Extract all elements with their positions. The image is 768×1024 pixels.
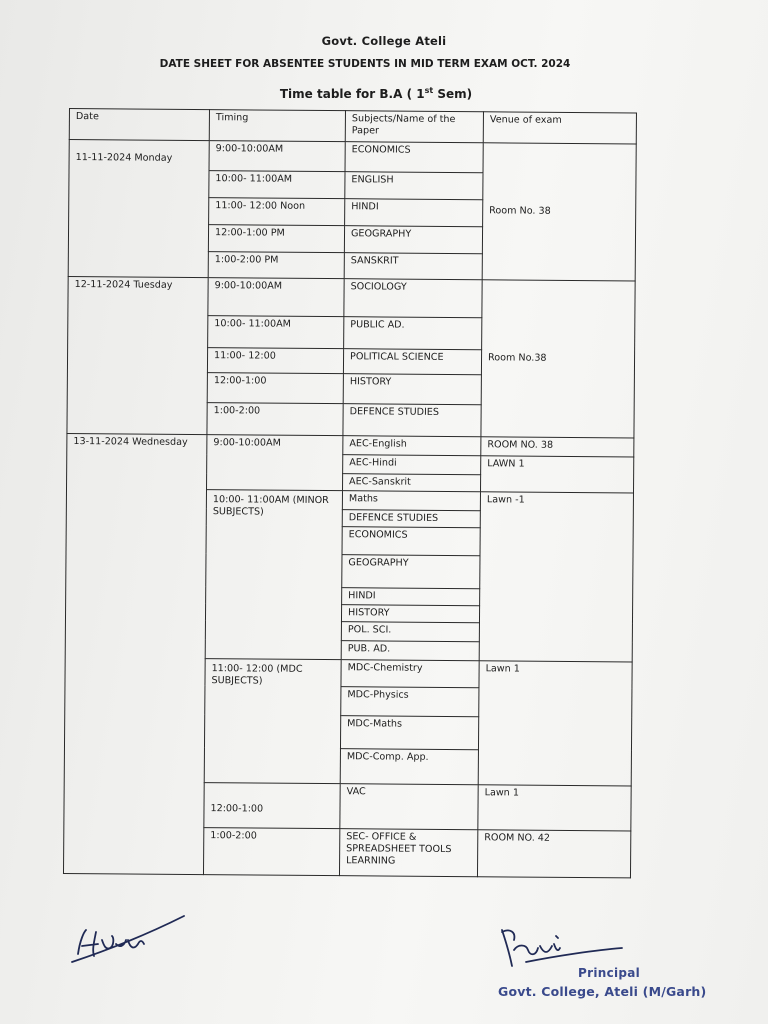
subject-cell: GEOGRAPHY (344, 226, 482, 254)
timing-cell: 9:00-10:00AM (207, 435, 343, 491)
venue-cell: Lawn -1 (479, 492, 633, 662)
timing-cell: 1:00-2:00 (207, 403, 343, 436)
subject-cell: DEFENCE STUDIES (342, 510, 480, 528)
date-cell: 12-11-2024 Tuesday (67, 276, 208, 434)
subject-cell: POL. SCI. (341, 622, 479, 642)
timing-cell: 9:00-10:00AM (209, 141, 345, 172)
subject-cell: VAC (340, 784, 478, 830)
timing-cell: 1:00-2:00 (203, 828, 339, 876)
date-sheet-table (63, 108, 637, 878)
subject-cell: GEOGRAPHY (342, 555, 480, 589)
column-header-date: Date (69, 109, 209, 141)
date-sheet-title: DATE SHEET FOR ABSENTEE STUDENTS IN MID TERM EXAM OCT. 2024 (159, 58, 571, 70)
principal-college-stamp: Govt. College, Ateli (M/Garh) (498, 984, 707, 999)
subject-cell: MDC-Comp. App. (340, 749, 478, 785)
date-cell: 13-11-2024 Wednesday (63, 433, 206, 874)
table-row (69, 140, 636, 174)
subject-cell: MDC-Maths (340, 716, 478, 750)
table-row (68, 276, 635, 318)
date-cell: 11-11-2024 Monday (68, 140, 209, 278)
subject-cell: HINDI (345, 199, 483, 227)
venue-cell: LAWN 1 (480, 456, 633, 493)
timing-cell: 10:00- 11:00AM (209, 171, 345, 199)
column-header-timing: Timing (209, 110, 345, 142)
subject-cell: MDC-Physics (341, 687, 479, 717)
subject-cell: ECONOMICS (345, 142, 483, 173)
principal-label: Principal (578, 966, 641, 980)
time-table-subtitle: Time table for B.A ( 1st Sem) (279, 86, 473, 101)
timing-cell: 12:00-1:00 PM (208, 225, 344, 253)
timing-cell: 9:00-10:00AM (208, 278, 344, 317)
subject-cell: AEC-English (343, 436, 481, 456)
subject-cell: SEC- OFFICE & SPREADSHEET TOOLS LEARNING (339, 829, 477, 877)
timing-cell: 11:00- 12:00 (MDC SUBJECTS) (204, 659, 341, 784)
subject-cell: HISTORY (341, 605, 479, 623)
timing-cell: 11:00- 12:00 Noon (209, 198, 345, 226)
subject-cell: ENGLISH (345, 172, 483, 200)
table-header-row (69, 109, 636, 144)
subject-cell: AEC-Sanskrit (343, 474, 481, 492)
college-name: Govt. College Ateli (321, 34, 447, 48)
timing-cell: 10:00- 11:00AM (MINOR SUBJECTS) (205, 490, 342, 660)
venue-cell: Lawn 1 (478, 661, 632, 786)
venue-cell: ROOM NO. 38 (481, 437, 634, 457)
subject-cell: ECONOMICS (342, 527, 480, 556)
timing-cell: 12:00-1:00 (207, 373, 343, 404)
venue-cell: ROOM NO. 42 (477, 830, 630, 878)
subject-cell: HINDI (342, 588, 480, 606)
subject-cell: MDC-Chemistry (341, 660, 479, 688)
timing-cell: 1:00-2:00 PM (208, 252, 344, 279)
venue-cell: Room No.38 (481, 280, 635, 438)
timing-cell: 11:00- 12:00 (207, 348, 343, 374)
timing-cell: 12:00-1:00 (204, 783, 340, 829)
column-header-subjects: Subjects/Name of the Paper (345, 111, 483, 143)
subject-cell: DEFENCE STUDIES (343, 404, 481, 437)
subject-cell: PUBLIC AD. (344, 317, 482, 350)
right-signature (496, 922, 626, 970)
venue-cell: Lawn 1 (478, 785, 631, 831)
subject-cell: SOCIOLOGY (344, 279, 482, 318)
subject-cell: POLITICAL SCIENCE (343, 349, 481, 375)
subject-cell: PUB. AD. (341, 641, 479, 661)
column-header-venue: Venue of exam (483, 112, 636, 144)
venue-cell: Room No. 38 (482, 143, 636, 281)
subject-cell: SANSKRIT (344, 253, 482, 280)
timing-cell: 10:00- 11:00AM (208, 316, 344, 349)
left-signature (68, 910, 188, 968)
subject-cell: Maths (342, 491, 480, 511)
table-row (67, 433, 634, 456)
subject-cell: HISTORY (343, 374, 481, 405)
subject-cell: AEC-Hindi (343, 455, 481, 475)
